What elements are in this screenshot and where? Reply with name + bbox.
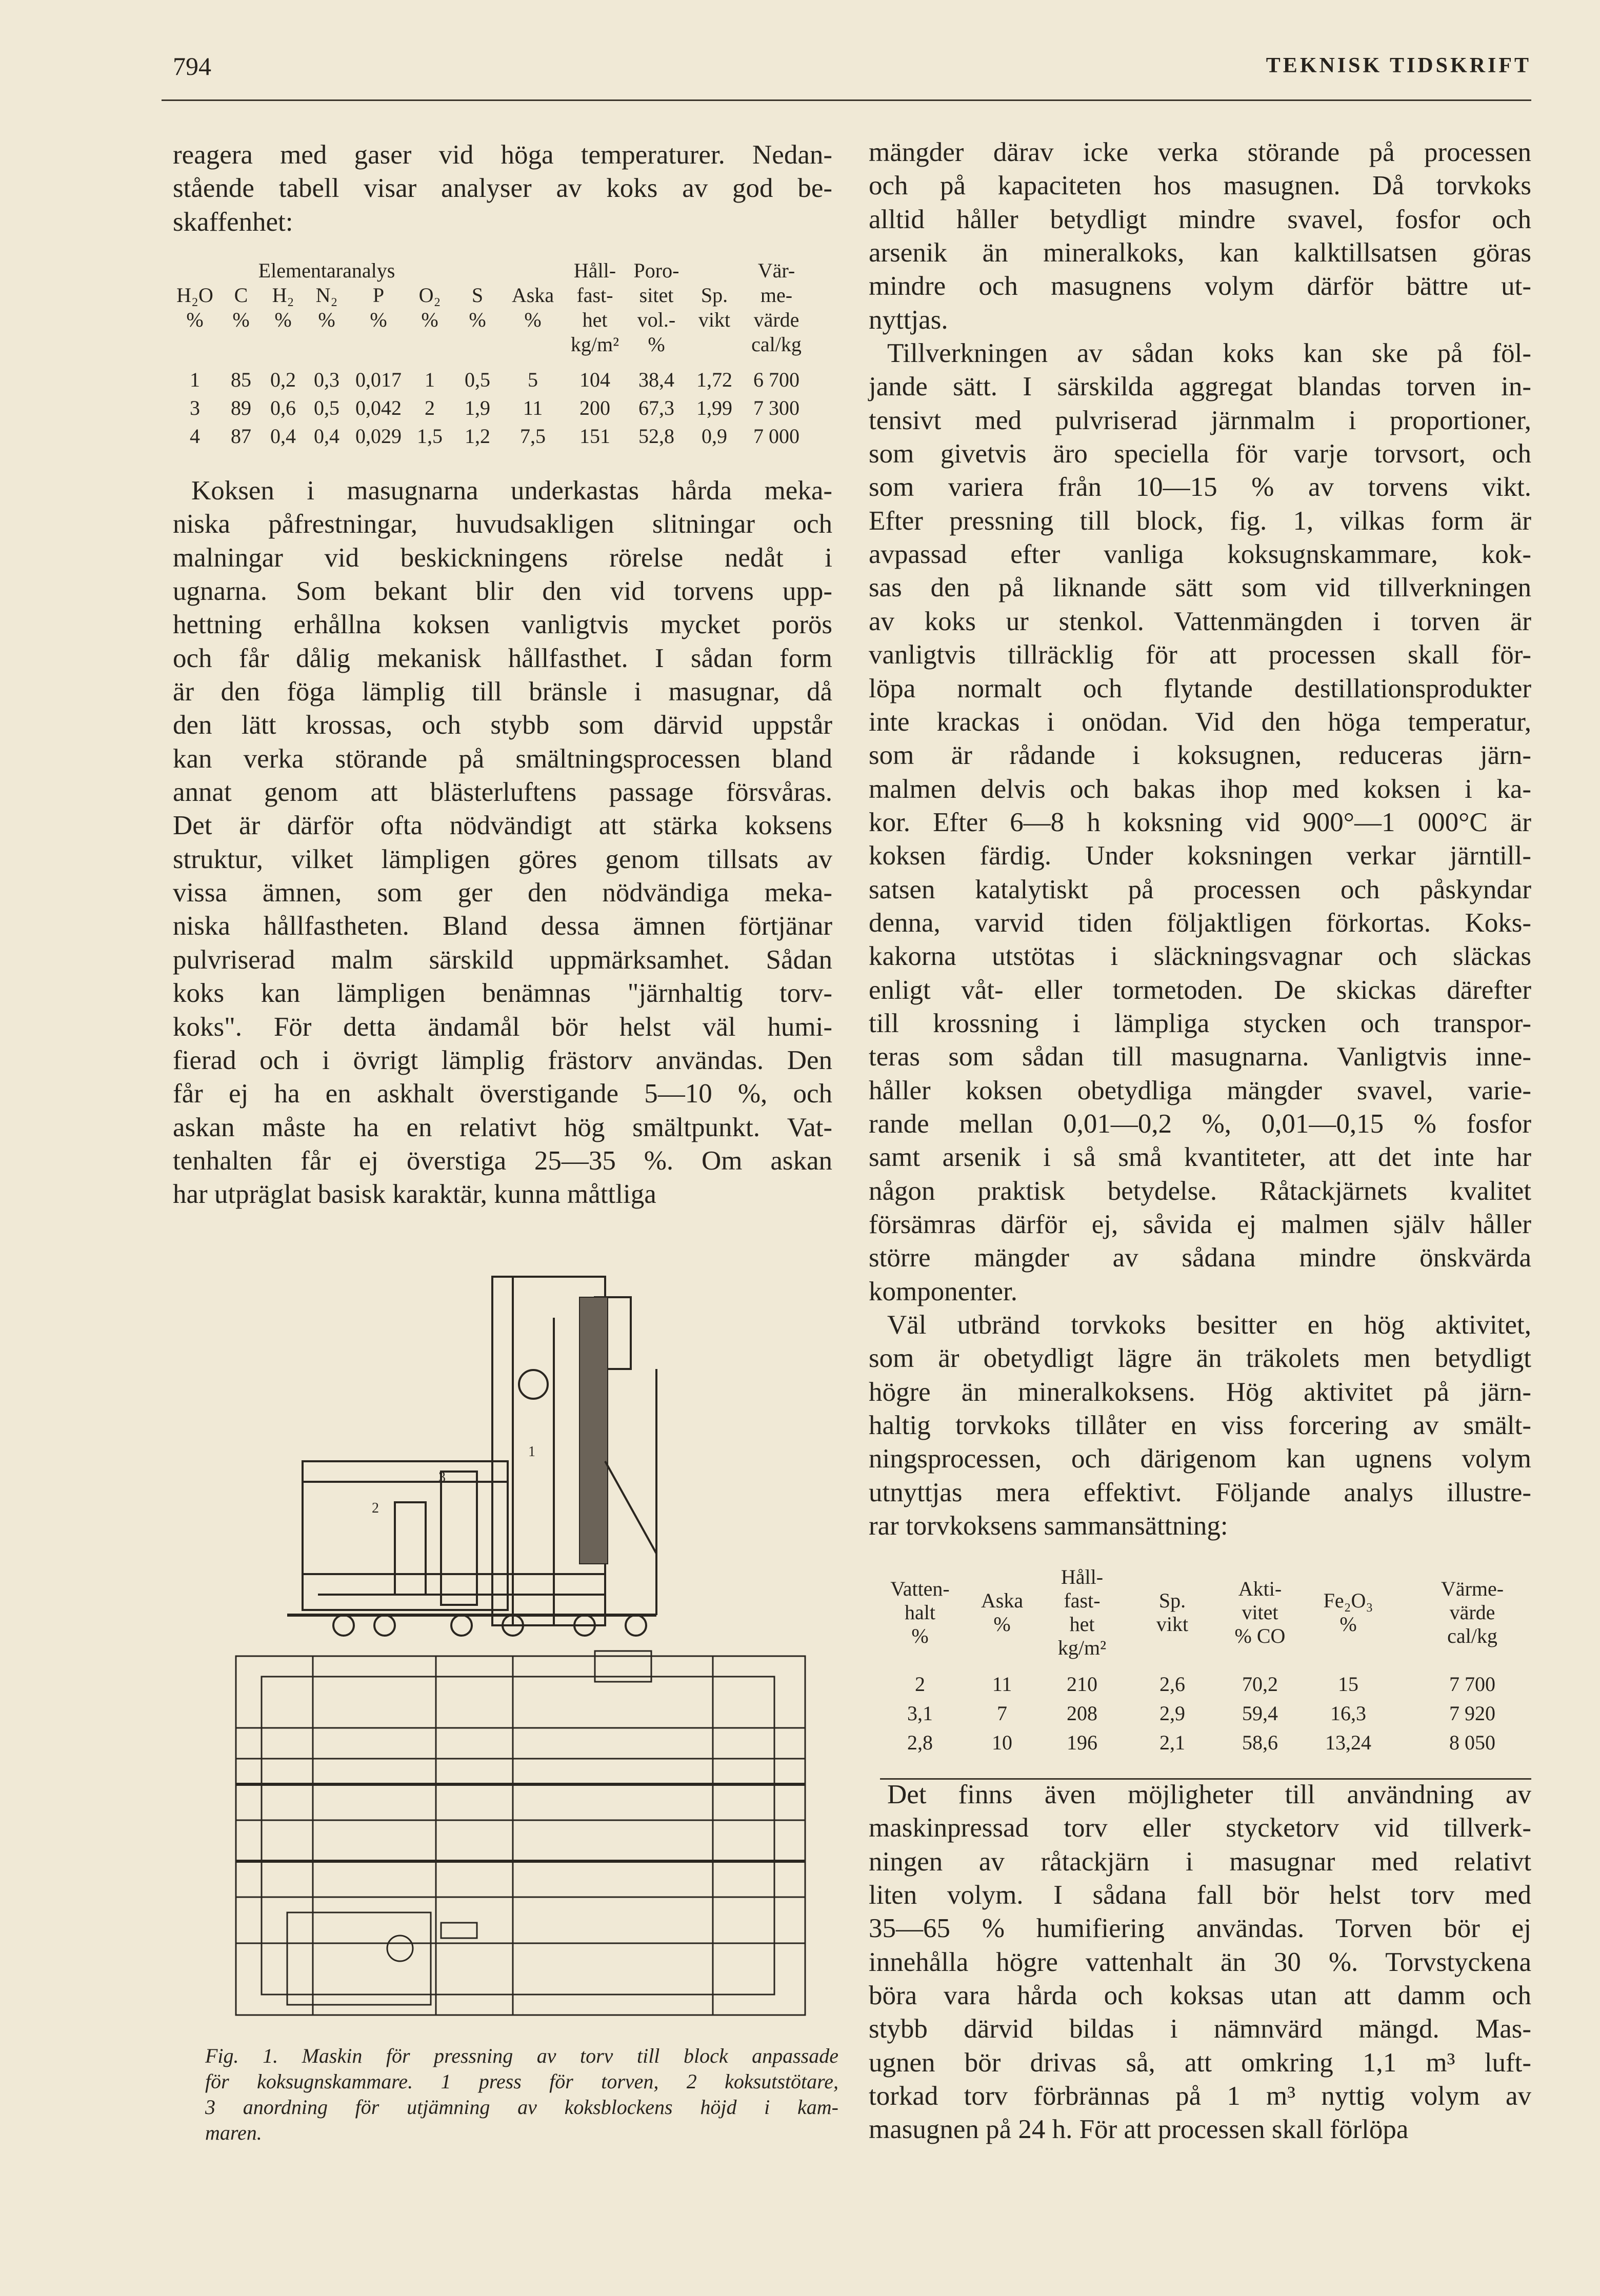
column-header: %	[370, 308, 387, 331]
text-line: som är obetydligt lägre än träkolets men betydligt	[869, 1343, 1531, 1374]
column-header: Aska	[511, 284, 554, 307]
right-column-closing	[869, 1778, 1531, 2147]
table-cell: 0,029	[355, 425, 402, 448]
paragraph	[173, 138, 832, 239]
table-cell: 0,4	[270, 425, 296, 448]
column-header-line: %	[1339, 1613, 1357, 1636]
column-header: vol.-	[637, 308, 676, 331]
table-cell: 0,017	[355, 368, 402, 391]
text-line: reagera med gaser vid höga temperaturer. Nedan-	[173, 140, 832, 170]
text-line: Efter pressning till block, fig. 1, vilkas form är	[869, 506, 1531, 536]
table-cell: 0,3	[314, 368, 339, 391]
caption-line: Fig. 1. Maskin för pressning av torv till block anpassade	[205, 2044, 838, 2067]
table-cell: 0,5	[314, 396, 339, 419]
text-line: koks". För detta ändamål bör helst väl humi-	[173, 1012, 832, 1042]
column-header-line: kg/m²	[1057, 1636, 1107, 1659]
text-line: vanligtvis tillräcklig för att processen skall för-	[869, 640, 1531, 670]
column-header: P	[372, 284, 385, 307]
column-header: cal/kg	[751, 333, 802, 356]
machine-drawing-figure	[226, 1266, 821, 2036]
text-line: böra vara hårda och koksas utan att damm och	[869, 1981, 1531, 2011]
text-line: Det finns även möjligheter till användning av	[887, 1780, 1531, 1809]
text-line: och på kapaciteten hos masugnen. Då torvkoks	[869, 171, 1531, 201]
text-line: större mängder av sådana mindre önskvärda	[869, 1243, 1531, 1273]
column-header-line: Sp.	[1158, 1589, 1186, 1612]
table-cell: 7,5	[520, 425, 546, 448]
column-header-line: Akti-	[1238, 1577, 1282, 1600]
column-header: Håll-	[573, 259, 616, 282]
caption-line: 3 anordning för utjämning av koksblockens höjd i kam-	[205, 2096, 838, 2119]
header-rule	[162, 99, 1531, 101]
text-line: 35—65 % humifiering användas. Torven bör ej	[869, 1914, 1531, 1944]
column-header: vikt	[698, 308, 731, 331]
column-header: H₂	[272, 284, 294, 307]
column-header: %	[648, 333, 665, 356]
column-header-line: % CO	[1234, 1624, 1286, 1647]
press-elevation-drawing	[287, 1277, 656, 1636]
column-header-line: värde	[1449, 1601, 1495, 1624]
table-cell: 13,24	[1325, 1731, 1371, 1754]
table-cell: 210	[1067, 1673, 1097, 1696]
text-line: högre än mineralkoksens. Hög aktivitet på järn-	[869, 1377, 1531, 1407]
text-line: niska hållfastheten. Bland dessa ämnen förtjänar	[173, 911, 832, 941]
table-cell: 0,5	[465, 368, 490, 391]
column-header	[981, 1561, 1023, 1664]
text-line: koksen färdig. Under koksningen verkar järntill-	[869, 841, 1531, 871]
text-line: komponenter.	[869, 1276, 1017, 1306]
table-cell: 0,9	[702, 425, 727, 448]
text-line: och får dålig mekanisk hållfasthet. I sådan form	[173, 643, 832, 673]
table-cell: 7	[997, 1702, 1007, 1725]
column-header: Sp.	[701, 284, 728, 307]
column-header: Vär-	[757, 259, 795, 282]
table-cell: 89	[231, 396, 251, 419]
text-line: är den föga lämplig till bränsle i masugnar, då	[173, 677, 832, 707]
table-cell: 59,4	[1242, 1702, 1278, 1725]
table-cell: 11	[523, 396, 543, 419]
text-line: askan måste ha en relativt hög smältpunkt. Vat-	[173, 1112, 832, 1142]
text-line: teras som sådan till masugnarna. Vanligtvis inne-	[869, 1042, 1531, 1072]
table-cell: 196	[1067, 1731, 1097, 1754]
text-line: alltid håller betydligt mindre svavel, fosfor och	[869, 204, 1531, 234]
table-cell: 7 300	[753, 396, 799, 419]
text-line: som variera från 10—15 % av torvens vikt.	[869, 472, 1531, 502]
table-cell: 38,4	[638, 368, 674, 391]
text-line: malningar vid beskickningens rörelse nedåt i	[173, 542, 832, 573]
column-header-line: cal/kg	[1447, 1624, 1497, 1647]
paragraph	[869, 136, 1531, 337]
text-line: liten volym. I sådana fall bör helst torv med	[869, 1880, 1531, 1910]
column-header: värde	[753, 308, 799, 331]
text-line: torkad torv förbrännas på 1 m³ nyttig volym av	[869, 2081, 1531, 2111]
text-line: jande sätt. I särskilda aggregat blandas torven in-	[869, 372, 1531, 402]
column-header-line: Fe₂O₃	[1323, 1589, 1373, 1612]
text-line: stybb därvid bildas i nämnvärd mängd. Mas-	[869, 2014, 1531, 2044]
column-header-line: Vatten-	[890, 1577, 950, 1600]
table-cell: 3	[190, 396, 200, 419]
column-header-line: %	[911, 1624, 929, 1647]
text-line: kor. Efter 6—8 h koksning vid 900°—1 000°C är	[869, 807, 1531, 837]
table-cell: 2	[915, 1673, 925, 1696]
column-header	[1156, 1561, 1188, 1664]
text-line: tenhalten får ej överstiga 25—35 %. Om askan	[173, 1145, 832, 1176]
table-cell: 1,2	[465, 425, 490, 448]
paragraph	[869, 1778, 1531, 2147]
table-cell: 104	[579, 368, 610, 391]
table-cell: 6 700	[753, 368, 799, 391]
column-header	[1441, 1561, 1504, 1664]
text-line: fierad och i övrigt lämplig frästorv användas. Den	[173, 1045, 832, 1075]
table-cell: 2,8	[907, 1731, 933, 1754]
table-cell: 0,042	[355, 396, 402, 419]
text-line: annat genom att blästerluftens passage försvåras.	[173, 777, 832, 808]
column-header-line: het	[1069, 1613, 1095, 1636]
text-line: rande mellan 0,01—0,2 %, 0,01—0,15 % fosfor	[869, 1109, 1531, 1139]
paragraph	[869, 337, 1531, 1308]
table-cell: 1,99	[696, 396, 732, 419]
text-line: Tillverkningen av sådan koks kan ske på föl-	[887, 338, 1531, 369]
table-cell: 67,3	[638, 396, 674, 419]
column-header: %	[274, 308, 292, 331]
column-header: O₂	[418, 284, 441, 307]
table-cell: 208	[1067, 1702, 1097, 1725]
journal-title: TEKNISK TIDSKRIFT	[1266, 54, 1531, 77]
text-line: ningsprocessen, och därigenom kan ugnens volym	[869, 1444, 1531, 1474]
text-line: struktur, vilket lämpligen göres genom tillsats av	[173, 844, 832, 874]
table-cell: 2,6	[1159, 1673, 1185, 1696]
text-line: sas den på liknande sätt som vid tillverkningen	[869, 573, 1531, 603]
text-line: mängder därav icke verka störande på processen	[869, 137, 1531, 167]
column-header: C	[234, 284, 248, 307]
column-header-line: Värme-	[1441, 1577, 1504, 1600]
column-header	[1235, 1561, 1286, 1664]
table-cell: 16,3	[1330, 1702, 1366, 1725]
column-header: kg/m²	[570, 333, 619, 356]
table-cell: 0,6	[270, 396, 296, 419]
press-plan-drawing	[236, 1651, 805, 2015]
text-line: löpa normalt och flytande destillationsprodukter	[869, 673, 1531, 703]
table-cell: 52,8	[638, 425, 674, 448]
text-line: haltig torvkoks tillåter en viss forcering av smält-	[869, 1411, 1531, 1441]
text-line: till krossning i lämpliga stycken och transpor-	[869, 1008, 1531, 1038]
table-cell: 2	[425, 396, 435, 419]
text-line: stående tabell visar analyser av koks av god be-	[173, 173, 832, 204]
table-cell: 11	[992, 1673, 1012, 1696]
table-cell: 0,4	[314, 425, 339, 448]
table-cell: 1,72	[696, 368, 732, 391]
text-line: innehålla högre vattenhalt än 30 %. Torvstyckena	[869, 1947, 1531, 1977]
text-line: maskinpressad torv eller stycketorv vid tillverk-	[869, 1813, 1531, 1843]
text-line: försämras därför ej, såvida ej malmen själv håller	[869, 1210, 1531, 1239]
figure-label-1: 1	[528, 1444, 535, 1460]
table-cell: 7 700	[1449, 1673, 1495, 1696]
column-header: %	[232, 308, 250, 331]
text-line: niska påfrestningar, huvudsakligen slitningar och	[173, 509, 832, 539]
text-line: masugnen på 24 h. För att processen skall förlöpa	[869, 2114, 1409, 2145]
left-column-intro	[173, 138, 832, 239]
column-header-line: %	[993, 1613, 1011, 1636]
text-line: utnyttjas mera effektivt. Följande analys illustre-	[869, 1477, 1531, 1507]
text-line: ugnarna. Som bekant blir den vid torvens upp-	[173, 576, 832, 607]
figure-label-2: 2	[372, 1500, 379, 1516]
text-line: som är rådande i koksugnen, reduceras järn-	[869, 740, 1531, 771]
table-cell: 7 000	[753, 425, 799, 448]
table-cell: 1,9	[465, 396, 490, 419]
text-line: Väl utbränd torvkoks besitter en hög aktivitet,	[887, 1310, 1531, 1340]
text-line: samt arsenik i så små kvantiteter, att det inte har	[869, 1142, 1531, 1173]
text-line: Det är därför ofta nödvändigt att stärka koksens	[173, 811, 832, 841]
column-header: %	[186, 308, 204, 331]
paragraph	[173, 474, 832, 1212]
text-line: som givetvis äro speciella för varje torvsort, och	[869, 439, 1531, 469]
column-header: Poro-	[633, 259, 679, 282]
table-cell: 58,6	[1242, 1731, 1278, 1754]
column-header-line: vikt	[1156, 1613, 1189, 1636]
table-cell: 2,9	[1159, 1702, 1185, 1725]
right-column-body	[869, 136, 1531, 1543]
table-cell: 7 920	[1449, 1702, 1495, 1725]
figure-caption	[205, 2043, 838, 2146]
table-cell: 10	[992, 1731, 1012, 1754]
text-line: av koks ur stenkol. Vattenmängden i torven är	[869, 606, 1531, 636]
text-line: har utpräglat basisk karaktär, kunna måttliga	[173, 1179, 656, 1210]
column-header: %	[421, 308, 438, 331]
page-number: 794	[173, 52, 211, 80]
text-line: tensivt med pulvriserad järnmalm i proportioner,	[869, 405, 1531, 435]
column-header: het	[582, 308, 608, 331]
text-line: arsenik än mineralkoks, kan kalktillsatsen göras	[869, 238, 1531, 268]
table-cell: 5	[528, 368, 538, 391]
column-header-line: Håll-	[1061, 1565, 1104, 1588]
table-cell: 151	[579, 425, 610, 448]
paragraph	[869, 1308, 1531, 1543]
column-header	[1324, 1561, 1373, 1664]
table-cell: 87	[231, 425, 251, 448]
text-line: enligt våt- eller tormetoden. De skickas därefter	[869, 975, 1531, 1005]
text-line: skaffenhet:	[173, 207, 293, 237]
column-header-line: vitet	[1242, 1601, 1278, 1624]
column-header	[890, 1561, 950, 1664]
text-line: satsen katalytiskt på processen och påskyndar	[869, 874, 1531, 904]
caption-line: maren.	[205, 2121, 262, 2144]
text-line: får ej ha en askhalt överstigande 5—10 %, och	[173, 1079, 832, 1109]
table-cell: 2,1	[1159, 1731, 1185, 1754]
text-line: nyttjas.	[869, 305, 948, 335]
table-cell: 8 050	[1449, 1731, 1495, 1754]
column-header: %	[524, 308, 542, 331]
table-cell: 15	[1338, 1673, 1358, 1696]
column-header: N₂	[315, 284, 338, 307]
column-header: %	[469, 308, 486, 331]
text-line: inte krackas i onödan. Vid den höga temperatur,	[869, 707, 1531, 737]
table-cell: 1,5	[417, 425, 443, 448]
text-line: pulvriserad malm särskild uppmärksamhet. Sådan	[173, 944, 832, 975]
text-line: kan verka störande på smältningsprocessen bland	[173, 743, 832, 774]
table-cell: 0,2	[270, 368, 296, 391]
table-cell: 1	[190, 368, 200, 391]
table-group-header: Elementaranalys	[258, 259, 395, 282]
table-cell: 200	[579, 396, 610, 419]
text-line: hettning erhållna koksen vanligtvis mycket porös	[173, 610, 832, 640]
table-cell: 4	[190, 425, 200, 448]
column-header-line: Aska	[981, 1589, 1024, 1612]
figure-label-3: 3	[438, 1469, 446, 1485]
caption-line: för koksugnskammare. 1 press för torven, 2 koksutstötare,	[205, 2070, 838, 2093]
table-cell: 70,2	[1242, 1673, 1278, 1696]
text-line: håller koksen obetydliga mängder svavel, varie-	[869, 1075, 1531, 1105]
text-line: vissa ämnen, som ger den nödvändiga meka-	[173, 878, 832, 908]
text-line: ningen av råtackjärn i masugnar med relativt	[869, 1846, 1531, 1877]
column-header: H₂O	[176, 284, 213, 307]
table-cell: 3,1	[907, 1702, 933, 1725]
table-cell: 1	[425, 368, 435, 391]
left-column-body	[173, 474, 832, 1212]
column-header-line: fast-	[1064, 1589, 1101, 1612]
text-line: mindre och masugnens volym därför bättre ut-	[869, 271, 1531, 301]
text-line: kakorna utstötas i släckningsvagnar och släckas	[869, 941, 1531, 972]
column-header: S	[471, 284, 484, 307]
text-line: ugnen bör drivas så, att omkring 1,1 m³ luft-	[869, 2047, 1531, 2078]
text-line: den lätt krossas, och stybb som därvid uppstår	[173, 710, 832, 740]
column-header: fast-	[576, 284, 613, 307]
text-line: malmen delvis och bakas ihop med koksen i ka-	[869, 774, 1531, 804]
text-line: rar torvkoksens sammansättning:	[869, 1511, 1228, 1541]
text-line: Koksen i masugnarna underkastas hårda meka-	[191, 476, 832, 506]
text-line: någon praktisk betydelse. Råtackjärnets kvalitet	[869, 1176, 1531, 1206]
column-header: me-	[760, 284, 793, 307]
column-header	[1058, 1561, 1106, 1664]
column-header: sitet	[639, 284, 674, 307]
text-line: denna, varvid tiden följaktligen förkortas. Koks-	[869, 908, 1531, 938]
column-header-line: halt	[905, 1601, 935, 1624]
column-header: %	[318, 308, 335, 331]
table-cell: 85	[231, 368, 251, 391]
text-line: koks kan lämpligen benämnas "järnhaltig torv-	[173, 978, 832, 1009]
text-line: avpassad efter vanliga koksugnskammare, kok-	[869, 539, 1531, 570]
